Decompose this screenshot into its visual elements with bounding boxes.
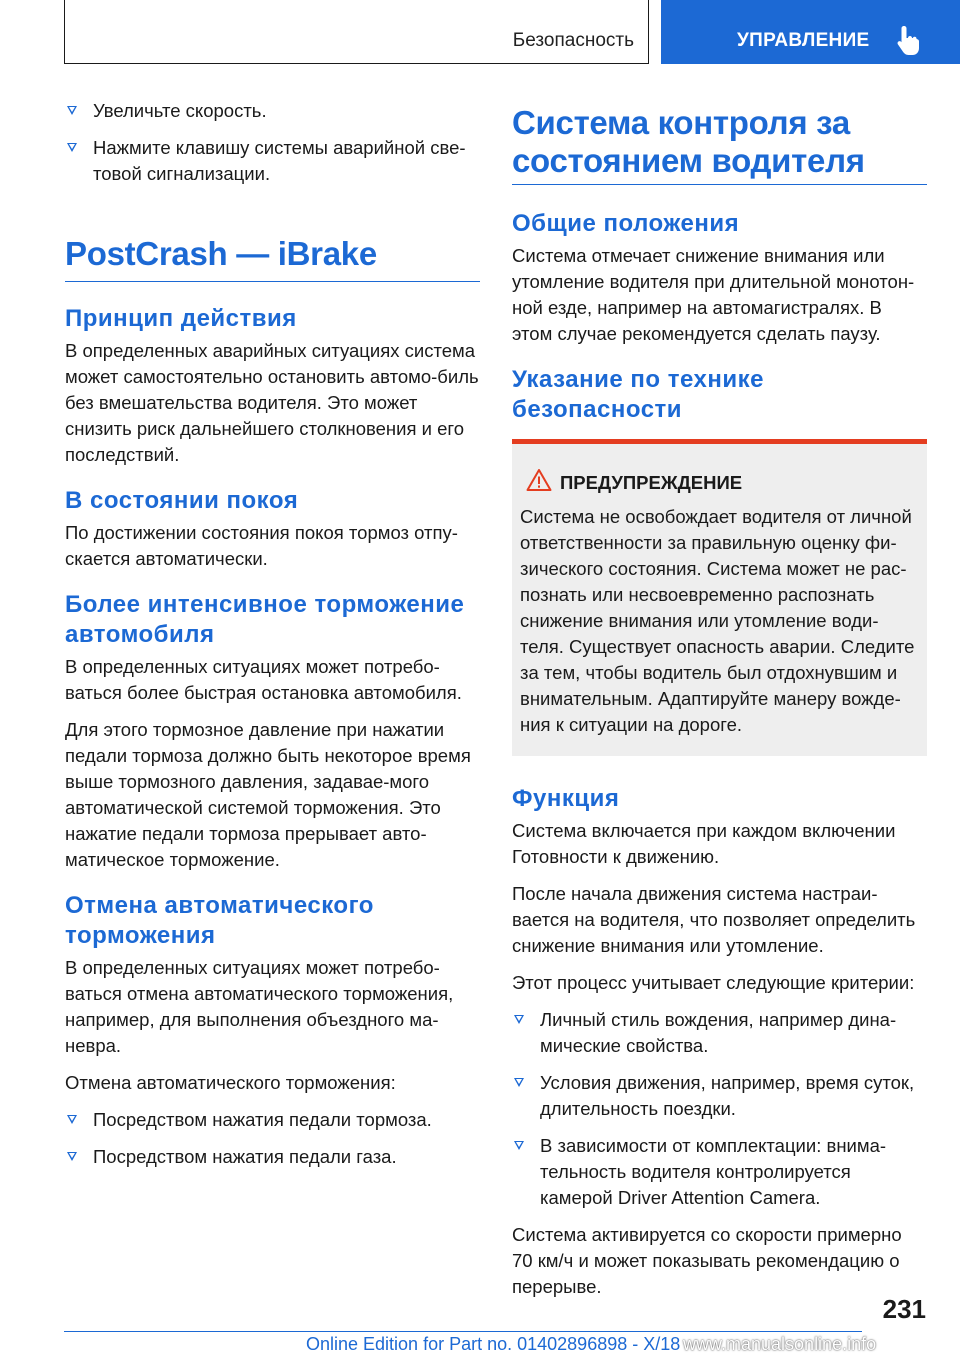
list-item: Увеличьте скорость. <box>65 98 480 124</box>
subsection-heading: Указание по технике безопасности <box>512 366 764 423</box>
paragraph: После начала движения система настраи-вается на водителя, что позволяет определить снижение внимания или утомление. <box>512 883 916 956</box>
section-title-rule <box>512 104 927 185</box>
paragraph: В определенных аварийных ситуациях система может самостоятельно остановить автомо-биль без вмешательства водителя. Это может снизить риск дальнейшего столкновения и его последствий. <box>65 340 479 465</box>
subsection-heading: Отмена автоматического торможения <box>65 892 374 949</box>
list-item: Личный стиль вождения, например дина-мические свойства. <box>512 1007 927 1059</box>
subsection-heading: Более интенсивное торможение автомобиля <box>65 591 465 648</box>
list-item: В зависимости от комплектации: внима-тельность водителя контролируется камерой Driver Attention Camera. <box>512 1133 927 1211</box>
paragraph: Этот процесс учитывает следующие критерии: <box>512 972 915 993</box>
paragraph: Отмена автоматического торможения: <box>65 1072 396 1093</box>
warning-header <box>520 466 919 500</box>
paragraph: В определенных ситуациях может потребо-ваться более быстрая остановка автомобиля. <box>65 656 462 703</box>
header-section-label: Безопасность <box>512 30 634 51</box>
page-number: 231 <box>882 1294 926 1324</box>
paragraph: По достижении состояния покоя тормоз отпу-скается автоматически. <box>65 522 458 569</box>
warning-box <box>512 439 927 756</box>
header-chapter-box <box>661 0 960 64</box>
section-title: Система контроля за состоянием водителя <box>512 104 865 179</box>
subsection-heading: Принцип действия <box>65 305 297 332</box>
subsection-heading: В состоянии покоя <box>65 487 299 514</box>
warning-title: ПРЕДУПРЕЖДЕНИЕ <box>560 472 743 493</box>
left-column <box>65 98 480 1181</box>
header-section-box <box>64 0 649 64</box>
paragraph: В определенных ситуациях может потребо-ваться отмена автоматического торможения, например, для выполнения объездного ма-невра. <box>65 957 454 1056</box>
paragraph: Система включается при каждом включении Готовности к движению. <box>512 820 896 867</box>
subsection-heading: Функция <box>512 785 620 812</box>
right-column <box>512 104 927 1311</box>
list-item: Нажмите клавишу системы аварийной све-товой сигнализации. <box>65 135 480 187</box>
footer-rule <box>64 1331 862 1332</box>
subsection-heading: Общие положения <box>512 210 740 237</box>
paragraph: Для этого тормозное давление при нажатии педали тормоза должно быть некоторое время выше тормозного давления, задавае-мого автоматической системой торможения. Это нажатие педали тормоза прерывает авто-матическое торможение. <box>65 719 471 870</box>
paragraph: Система отмечает снижение внимания или утомление водителя при длительной монотон-ной езде, например на автомагистралях. В этом случае рекомендуется сделать паузу. <box>512 245 915 344</box>
section-title: PostCrash — iBrake <box>65 235 377 272</box>
site-watermark: www.manualsonline.info <box>683 1334 877 1354</box>
warning-triangle-icon <box>526 468 552 492</box>
header-chapter-label: УПРАВЛЕНИЕ <box>737 30 870 51</box>
hand-pointer-icon <box>895 24 921 56</box>
edition-note: Online Edition for Part no. 01402896898 - X/18 <box>306 1334 681 1354</box>
section-title-rule <box>65 235 480 282</box>
warning-text: Система не освобождает водителя от личной ответственности за правильную оценку фи-зического состояния. Система может не рас-познать или несвоевременно распознать снижение внимания или утомление води-теля. Существует опасность аварии. Следите за тем, чтобы водитель был отдохнувшим и внимательным. Адаптируйте манеру вожде-ния к ситуации на дороге. <box>520 506 915 735</box>
list-item: Посредством нажатия педали тормоза. <box>65 1107 480 1133</box>
list-item: Условия движения, например, время суток, длительность поездки. <box>512 1070 927 1122</box>
paragraph: Система активируется со скорости примерно 70 км/ч и может показывать рекомендацию о перерыве. <box>512 1224 902 1297</box>
list-item: Посредством нажатия педали газа. <box>65 1144 480 1170</box>
